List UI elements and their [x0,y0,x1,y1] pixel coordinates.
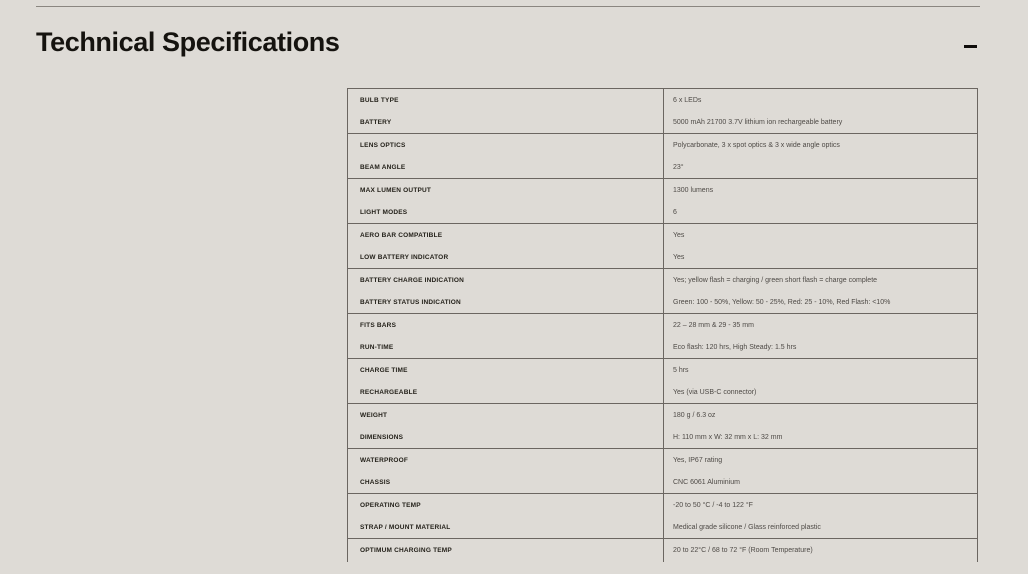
minus-icon [964,45,977,48]
section-top-divider [36,6,980,7]
spec-value: 6 [673,208,677,216]
spec-label: LENS OPTICS [360,141,406,149]
spec-label: CHARGE TIME [360,366,408,374]
spec-value: Medical grade silicone / Glass reinforced plastic [673,523,821,531]
spec-value: 1300 lumens [673,186,714,194]
spec-value: 6 x LEDs [673,96,702,104]
spec-label: WATERPROOF [360,456,409,464]
spec-label: AERO BAR COMPATIBLE [360,231,443,239]
spec-label: STRAP / MOUNT MATERIAL [360,523,451,531]
spec-label: BEAM ANGLE [360,163,406,171]
spec-value: 22 – 28 mm & 29 - 35 mm [673,321,754,329]
spec-value: Yes [673,253,685,261]
spec-value: Yes, IP67 rating [673,456,723,464]
spec-label: BULB TYPE [360,96,399,104]
spec-value: Yes [673,231,685,239]
spec-value: 23° [673,163,684,171]
spec-label: MAX LUMEN OUTPUT [360,186,432,194]
spec-label: RUN-TIME [360,343,394,351]
spec-label: WEIGHT [360,411,388,419]
spec-label: LOW BATTERY INDICATOR [360,253,449,261]
spec-label: DIMENSIONS [360,433,404,441]
spec-value: CNC 6061 Aluminium [673,478,740,486]
spec-label: LIGHT MODES [360,208,408,216]
spec-label: BATTERY STATUS INDICATION [360,298,461,306]
spec-value: -20 to 50 °C / -4 to 122 °F [673,501,753,509]
spec-label: BATTERY [360,118,392,126]
section-title: Technical Specifications [36,27,340,57]
spec-value: Eco flash: 120 hrs, High Steady: 1.5 hrs [673,343,797,351]
spec-value: H: 110 mm x W: 32 mm x L: 32 mm [673,433,783,441]
spec-label: OPERATING TEMP [360,501,421,509]
spec-value: 5 hrs [673,366,689,374]
spec-label: CHASSIS [360,478,391,486]
spec-value: Yes; yellow flash = charging / green short flash = charge complete [673,276,878,284]
spec-label: RECHARGEABLE [360,388,418,396]
spec-value: 20 to 22°C / 68 to 72 °F (Room Temperature) [673,546,813,554]
table-column-divider [663,89,664,562]
spec-value: 180 g / 6.3 oz [673,411,716,419]
section-collapse-button[interactable] [962,40,978,52]
spec-label: FITS BARS [360,321,397,329]
spec-value: Green: 100 - 50%, Yellow: 50 - 25%, Red: 25 - 10%, Red Flash: <10% [673,298,891,306]
spec-label: BATTERY CHARGE INDICATION [360,276,465,284]
spec-value: Yes (via USB-C connector) [673,388,757,396]
spec-value: Polycarbonate, 3 x spot optics & 3 x wide angle optics [673,141,840,149]
spec-value: 5000 mAh 21700 3.7V lithium ion rechargeable battery [673,118,843,126]
spec-label: OPTIMUM CHARGING TEMP [360,546,452,554]
specs-table [347,88,978,562]
